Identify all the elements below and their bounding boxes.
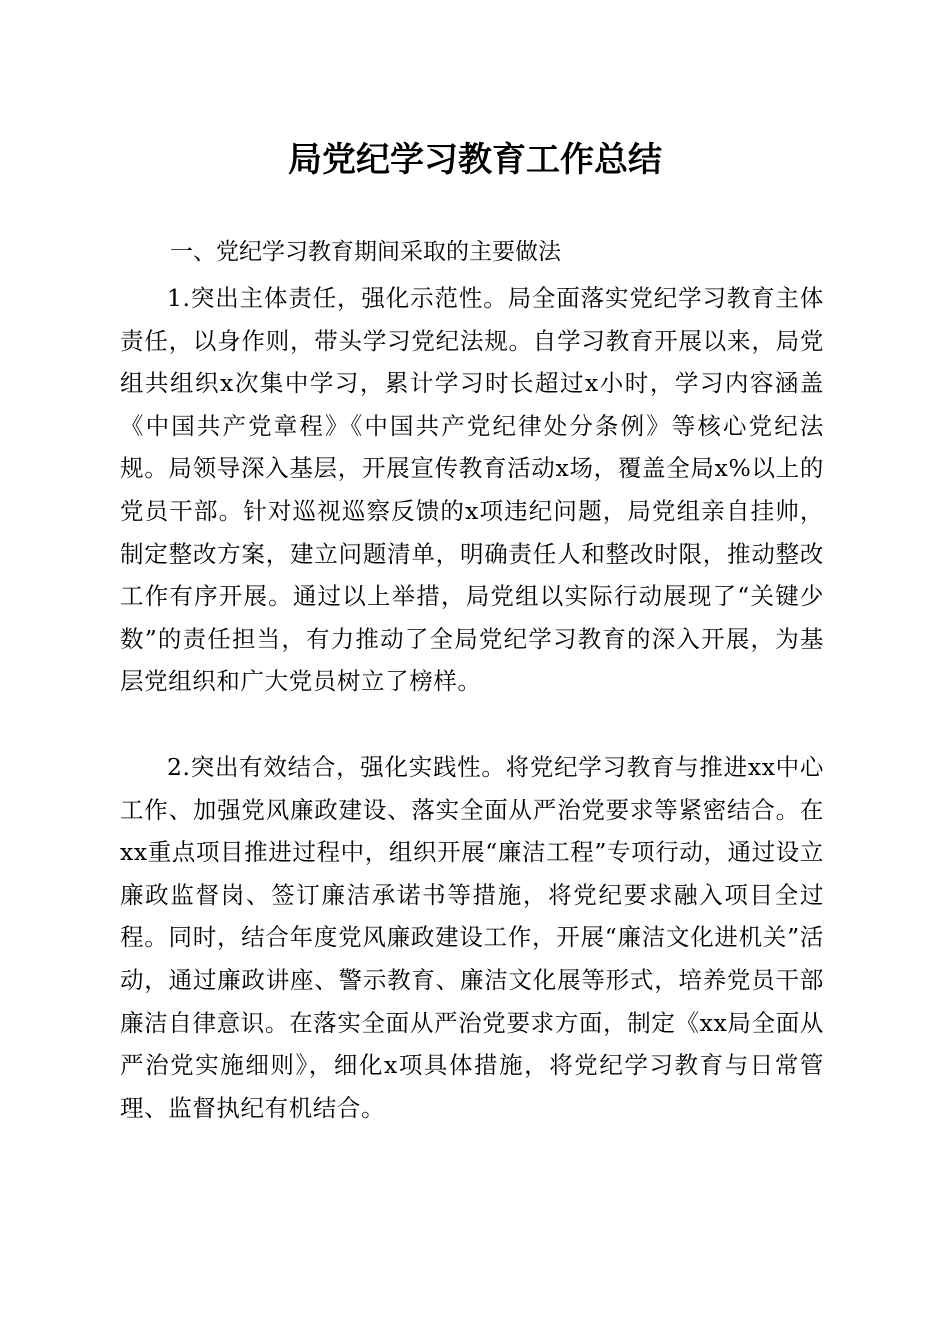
paragraph-1: 1.突出主体责任，强化示范性。局全面落实党纪学习教育主体责任，以身作则，带头学习党纪法规。自学习教育开展以来，局党组共组织x次集中学习，累计学习时长超过x小时，学习内容涵盖《中国共产党章程》《中国共产党纪律处分条例》等核心党纪法规。局领导深入基层，开展宣传教育活动x场，覆盖全局x%以上的党员干部。针对巡视巡察反馈的x项违纪问题，局党组亲自挂帅，制定整改方案，建立问题清单，明确责任人和整改时限，推动整改工作有序开展。通过以上举措，局党组以实际行动展现了“关键少数”的责任担当，有力推动了全局党纪学习教育的深入开展，为基层党组织和广大党员树立了榜样。 xyxy=(120,284,824,696)
section-heading: 一、党纪学习教育期间采取的主要做法 xyxy=(170,239,561,265)
document-title: 局党纪学习教育工作总结 xyxy=(288,140,662,180)
paragraph-2: 2.突出有效结合，强化实践性。将党纪学习教育与推进xx中心工作、加强党风廉政建设、落实全面从严治党要求等紧密结合。在xx重点项目推进过程中，组织开展“廉洁工程”专项行动，通过设立廉政监督岗、签订廉洁承诺书等措施，将党纪要求融入项目全过程。同时，结合年度党风廉政建设工作，开展“廉洁文化进机关”活动，通过廉政讲座、警示教育、廉洁文化展等形式，培养党员干部廉洁自律意识。在落实全面从严治党要求方面，制定《xx局全面从严治党实施细则》，细化x项具体措施，将党纪学习教育与日常管理、监督执纪有机结合。 xyxy=(120,753,824,1122)
